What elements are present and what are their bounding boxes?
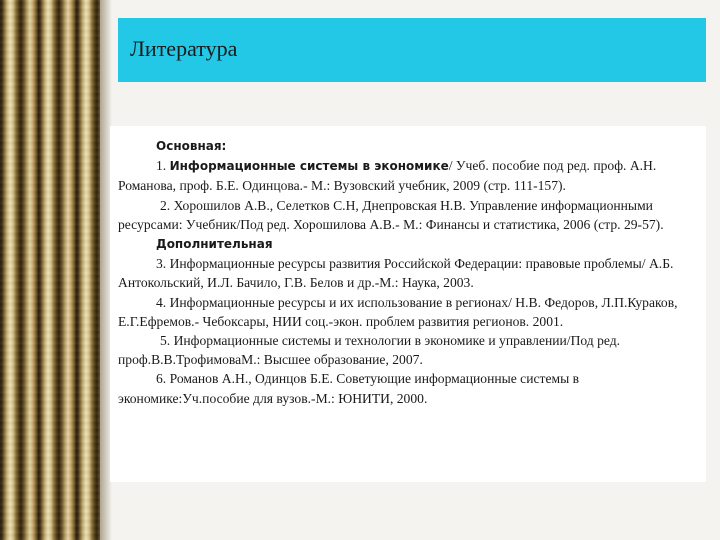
reference-rest: / Учеб. пособие под ред. проф. А.Н. Романова, проф. Б.Е. Одинцова.- М.: Вузовский учебник, 2009 (стр. 111-157).: [118, 158, 657, 194]
reference-item-2: 2. Хорошилов А.В., Селетков С.Н, Днепровская Н.В. Управление информационными ресурсами: Учебник/Под ред. Хорошилова А.В.- М.: Финансы и статистика, 2006 (стр. 29-57).: [118, 197, 664, 232]
main-heading: [118, 136, 692, 156]
reference-item-3: 3. Информационные ресурсы развития Российской Федерации: правовые проблемы/ А.Б. Антокольский, И.Л. Бачило, Г.В. Белов и др.-М.: Наука, 2003.: [118, 256, 674, 291]
reference-item-1: [118, 156, 692, 195]
bibliography-text-box: [110, 126, 706, 482]
reference-item-4: 4. Информационные ресурсы и их использование в регионах/ Н.В. Федоров, Л.П.Кураков, Е.Г.Ефремов.- Чебоксары, НИИ соц.-экон. проблем развития регионов. 2001.: [118, 294, 678, 329]
reference-number: 1.: [156, 158, 170, 174]
reference-title-bold: Информационные системы в экономике: [169, 159, 449, 174]
extra-heading-label: Дополнительная: [156, 237, 273, 252]
title-bar: [118, 18, 706, 82]
decorative-marble-border: [0, 0, 100, 540]
main-heading-label: Основная:: [156, 139, 227, 153]
reference-item-6: 6. Романов А.Н., Одинцов Б.Е. Советующие информационные системы в экономике:Уч.пособие для вузов.-М.: ЮНИТИ, 2000.: [118, 371, 580, 406]
extra-heading: [118, 234, 692, 254]
reference-item-5: 5. Информационные системы и технологии в экономике и управлении/Под ред. проф.В.В.ТрофимоваМ.: Высшее образование, 2007.: [118, 333, 621, 368]
slide-title: Литература: [130, 36, 238, 61]
